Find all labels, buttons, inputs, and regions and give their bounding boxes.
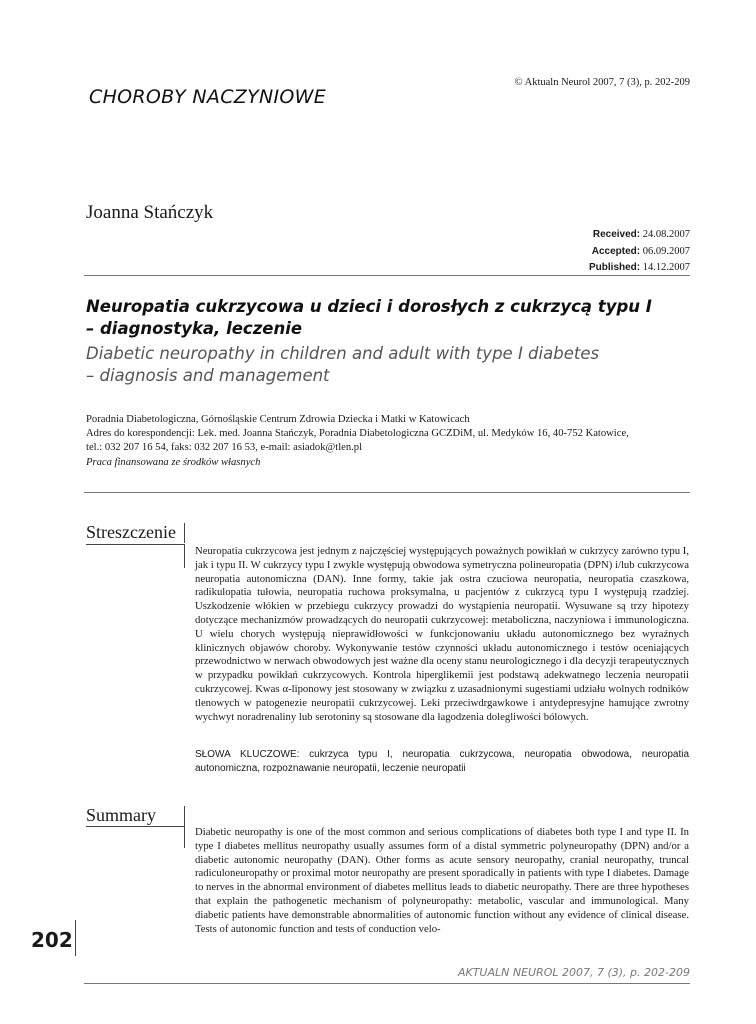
keywords — [195, 748, 689, 776]
received-date: Received: 24.08.2007 — [592, 229, 690, 240]
page-number-rule — [75, 920, 76, 956]
abstract-english: Diabetic neuropathy is one of the most common and serious complications of diabetes both type I and type II. In type I diabetes mellitus neuropathy usually assumes form of a distal symmetric polyneuropathy (DPN) and/or a diabetic autonomic neuropathy (DAN). Other forms as acute sensory neuropathy, cranial neuropathy, truncal radiculoneuropathy or proximal motor neuropathy are present sporadically in patients with type I diabetes. Damage to nerves in the abnormal environment of diabetes mellitus leads to diabetic neuropathy. There are three hypotheses that explain the pathogenetic mechanism of polyneuropathy: metabolic, vascular and immunological. Many diabetic patients have demonstrable abnormalities of autonomic function without any evidence of clinical disease. Tests of autonomic function and tests of conduction velo- — [195, 826, 689, 935]
heading-underline — [86, 826, 184, 827]
correspondence-address: Adres do korespondencji: Lek. med. Joanna Stańczyk, Poradnia Diabetologiczna GCZDiM, ul. Medyków 16, 40-752 Katowice, — [86, 428, 629, 440]
accepted-date: Accepted: 06.09.2007 — [591, 245, 690, 257]
divider-bottom — [84, 983, 690, 984]
divider-middle — [84, 492, 690, 493]
funding-note: Praca finansowana ze środków własnych — [86, 456, 261, 468]
footer-citation: AKTUALN NEUROL 2007, 7 (3), p. 202-209 — [457, 966, 690, 979]
journal-citation: © Aktualn Neurol 2007, 7 (3), p. 202-209 — [514, 77, 690, 88]
heading-underline — [86, 544, 184, 545]
abstract-polish: Neuropatia cukrzycowa jest jednym z najczęściej występujących poważnych powikłań w cukrzycy zarówno typu I, jak i typu II. W cukrzycy typu I zwykle występują obwodowa symetryczna polineuropatia (DPN) i/lub cukrzycowa neuropatia autonomiczna (DAN). Inne formy, takie jak ostra czuciowa neuropatia, neuropatia czaszkowa, radikulopatia tułowia, neuropatia ruchowa proksymalna, u pacjentów z cukrzycą typu I występują rzadziej. Uszkodzenie włókien w przebiegu cukrzycy prowadzi do wystąpienia neuropatii. Wysuwane są trzy hipotezy dotyczące mechanizmów prowadzących do neuropatii cukrzycowej: metaboliczna, naczyniowa i immunologiczna. U wielu chorych występują nieprawidłowości w funkcjonowaniu układu autonomicznego bez wyraźnych klinicznych objawów choroby. Wykonywanie testów czynności układu autonomicznego i testów oceniających przewodnictwo w nerwach obwodowych jest ważne dla oceny stanu neurologicznego i dla decyzji terapeutycznych w przypadku powikłań cukrzycowych. Kontrola hiperglikemii jest podstawą adekwatnego leczenia neuropatii cukrzycowej. Kwas α-liponowy jest stosowany w związku z uzasadnionymi sugestiami udziału wolnych rodników tlenowych w patogenezie neuropatii cukrzycowej. Leki przeciwdrgawkowe i antydepresyjne hamujące zwrotny wychwyt noradrenaliny lub serotoniny są stosowane dla łagodzenia dolegliwości bólowych. — [195, 545, 689, 723]
heading-streszczenie: Streszczenie — [86, 522, 176, 542]
heading-bracket-tail — [184, 544, 185, 568]
page-number: 202 — [31, 928, 73, 952]
published-date: Published: 14.12.2007 — [589, 262, 690, 273]
affiliation-institution: Poradnia Diabetologiczna, Górnośląskie Centrum Zdrowia Dziecka i Matki w Katowicach — [86, 414, 470, 425]
section-label: CHOROBY NACZYNIOWE — [89, 86, 327, 108]
author-name: Joanna Stańczyk — [86, 202, 214, 223]
heading-bracket — [184, 806, 211, 826]
heading-summary: Summary — [86, 805, 156, 825]
heading-bracket — [184, 523, 211, 543]
title-polish: Neuropatia cukrzycowa u dzieci i dorosłych z cukrzycą typu I – diagnostyka, leczenie — [86, 297, 652, 338]
affiliation-block — [86, 413, 686, 470]
keywords-list: cukrzyca typu I, neuropatia cukrzycowa, neuropatia obwodowa, neuropatia autonomiczna, rozpoznawanie neuropatii, leczenie neuropatii — [195, 749, 690, 774]
title-english: Diabetic neuropathy in children and adult with type I diabetes – diagnosis and management — [86, 344, 600, 385]
article-dates — [480, 227, 690, 277]
contact-details: tel.: 032 207 16 54, faks: 032 207 16 53, e-mail: asiadok@tlen.pl — [86, 442, 363, 454]
keywords-label: SŁOWA KLUCZOWE: — [195, 749, 300, 760]
heading-bracket-tail — [184, 826, 185, 848]
divider-top — [84, 275, 690, 276]
